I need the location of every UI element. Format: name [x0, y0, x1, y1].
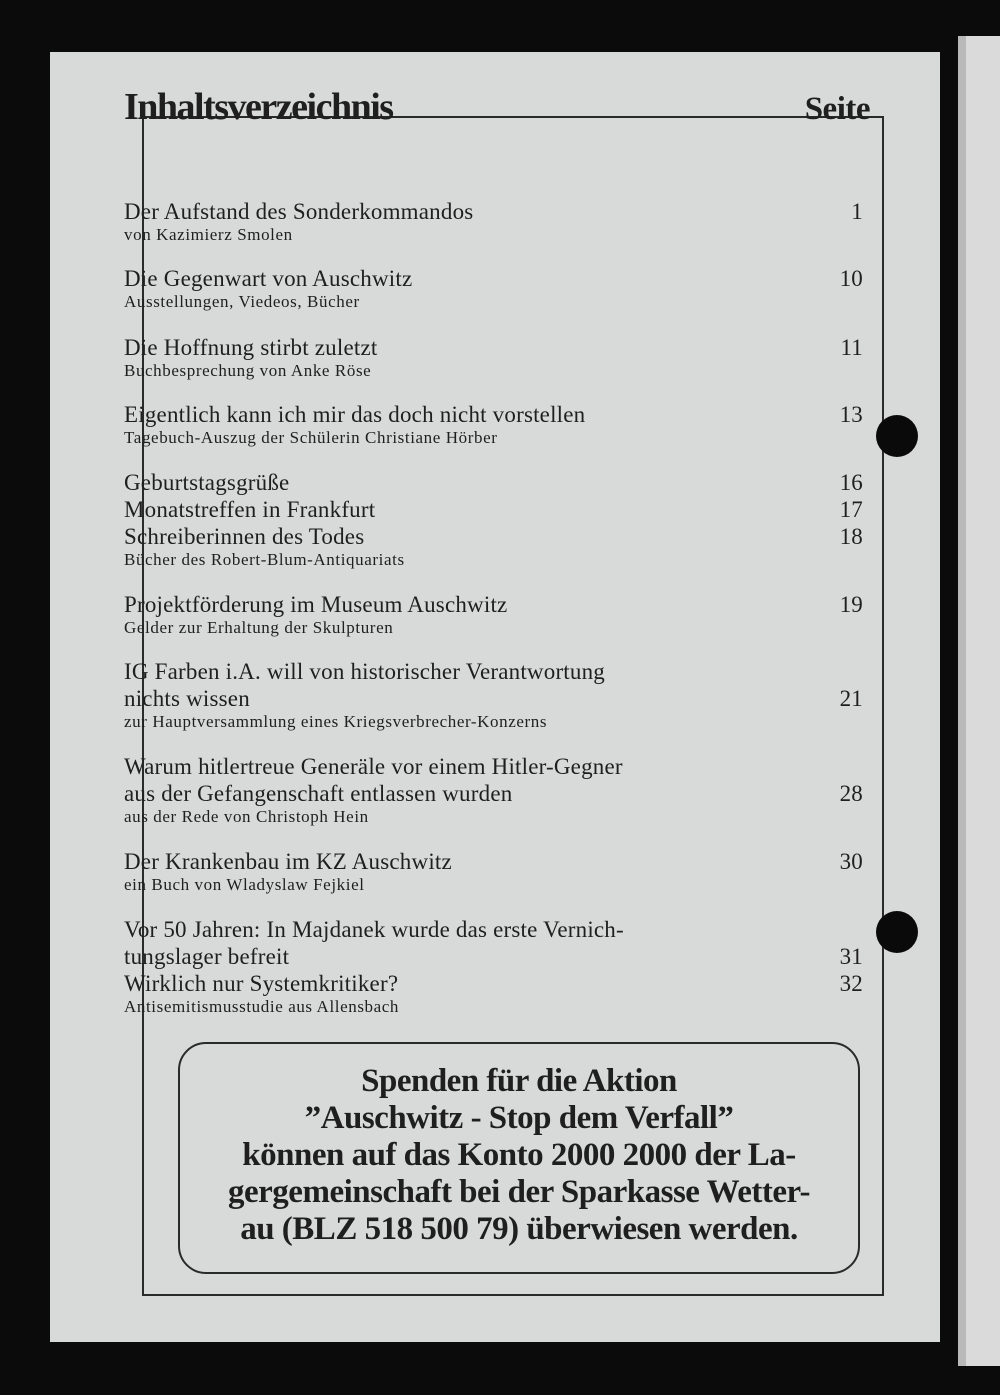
- entry-line: [124, 523, 863, 550]
- donation-line: gergemeinschaft bei der Sparkasse Wetter-: [228, 1174, 810, 1210]
- entry-subtitle: Buchbesprechung von Anke Röse: [124, 361, 372, 380]
- entry-title: Wirklich nur Systemkritiker?: [124, 971, 399, 996]
- entry-line: [124, 970, 863, 997]
- entry-subtitle: zur Hauptversammlung eines Kriegsverbrecher-Konzerns: [124, 712, 548, 731]
- donation-line: können auf das Konto 2000 2000 der La-: [242, 1137, 796, 1173]
- entry-title: Eigentlich kann ich mir das doch nicht vorstellen: [124, 402, 586, 427]
- entry-page: 30: [839, 849, 863, 874]
- entry-line: [124, 198, 863, 225]
- entry-page: 31: [839, 944, 863, 969]
- entry-page: 1: [851, 199, 863, 224]
- toc-entry: [124, 658, 863, 732]
- entry-line: [124, 658, 863, 685]
- toc-heading: [124, 85, 870, 129]
- entry-line: [124, 401, 863, 428]
- entry-subtitle: Antisemitismusstudie aus Allensbach: [124, 997, 400, 1016]
- entry-subtitle: ein Buch von Wladyslaw Fejkiel: [124, 875, 365, 894]
- toc-entry: [124, 401, 863, 448]
- donation-box: [178, 1042, 860, 1274]
- entry-line: [124, 265, 863, 292]
- entry-title: Der Aufstand des Sonderkommandos: [124, 199, 474, 224]
- entry-line: [124, 469, 863, 496]
- page-column-header: Seite: [804, 91, 870, 127]
- punch-hole: [876, 911, 918, 953]
- entry-title: Projektförderung im Museum Auschwitz: [124, 592, 508, 617]
- entry-page: 21: [839, 686, 863, 711]
- entry-line: [124, 753, 863, 780]
- toc-entry: [124, 916, 863, 1017]
- entry-page: 11: [840, 335, 863, 360]
- entry-line: [124, 848, 863, 875]
- toc-entry: [124, 848, 863, 895]
- entry-title: Die Gegenwart von Auschwitz: [124, 266, 413, 291]
- toc-entry: [124, 198, 863, 245]
- donation-line: Spenden für die Aktion: [361, 1063, 677, 1099]
- entry-title: aus der Gefangenschaft entlassen wurden: [124, 781, 513, 806]
- entry-subtitle: Tagebuch-Auszug der Schülerin Christiane Hörber: [124, 428, 498, 447]
- entry-page: 28: [839, 781, 863, 806]
- toc-entry: [124, 591, 863, 638]
- donation-line: au (BLZ 518 500 79) überwiesen werden.: [240, 1211, 798, 1247]
- entry-page: 17: [839, 497, 863, 522]
- entry-page: 16: [839, 470, 863, 495]
- entry-page: 10: [839, 266, 863, 291]
- entry-title: Schreiberinnen des Todes: [124, 524, 365, 549]
- entry-title: Monatstreffen in Frankfurt: [124, 497, 376, 522]
- entry-title: Geburtstagsgrüße: [124, 470, 290, 495]
- entry-page: 19: [839, 592, 863, 617]
- entry-line: [124, 916, 863, 943]
- entry-subtitle: Bücher des Robert-Blum-Antiquariats: [124, 550, 405, 569]
- entry-page: 18: [839, 524, 863, 549]
- entry-title: Die Hoffnung stirbt zuletzt: [124, 335, 378, 360]
- entry-title: Der Krankenbau im KZ Auschwitz: [124, 849, 452, 874]
- entry-subtitle: aus der Rede von Christoph Hein: [124, 807, 369, 826]
- entry-page: 13: [839, 402, 863, 427]
- entry-subtitle: Gelder zur Erhaltung der Skulpturen: [124, 618, 394, 637]
- entry-line: [124, 591, 863, 618]
- entry-title: Vor 50 Jahren: In Majdanek wurde das erste Vernich-: [124, 917, 624, 942]
- entry-title: tungslager befreit: [124, 944, 290, 969]
- entry-subtitle: Ausstellungen, Viedeos, Bücher: [124, 292, 360, 311]
- entry-subtitle: von Kazimierz Smolen: [124, 225, 293, 244]
- entry-line: [124, 496, 863, 523]
- toc-title: Inhaltsverzeichnis: [124, 86, 393, 128]
- toc-entry: [124, 334, 863, 381]
- next-page-edge: [958, 36, 1000, 1366]
- toc-entry: [124, 469, 863, 570]
- entry-line: [124, 685, 863, 712]
- entry-title: nichts wissen: [124, 686, 250, 711]
- entry-line: [124, 943, 863, 970]
- punch-hole: [876, 415, 918, 457]
- toc-entry: [124, 753, 863, 827]
- entry-line: [124, 334, 863, 361]
- toc-entry: [124, 265, 863, 312]
- entry-page: 32: [839, 971, 863, 996]
- donation-line: ”Auschwitz - Stop dem Verfall”: [304, 1100, 734, 1136]
- entry-title: IG Farben i.A. will von historischer Verantwortung: [124, 659, 605, 684]
- entry-line: [124, 780, 863, 807]
- entry-title: Warum hitlertreue Generäle vor einem Hitler-Gegner: [124, 754, 623, 779]
